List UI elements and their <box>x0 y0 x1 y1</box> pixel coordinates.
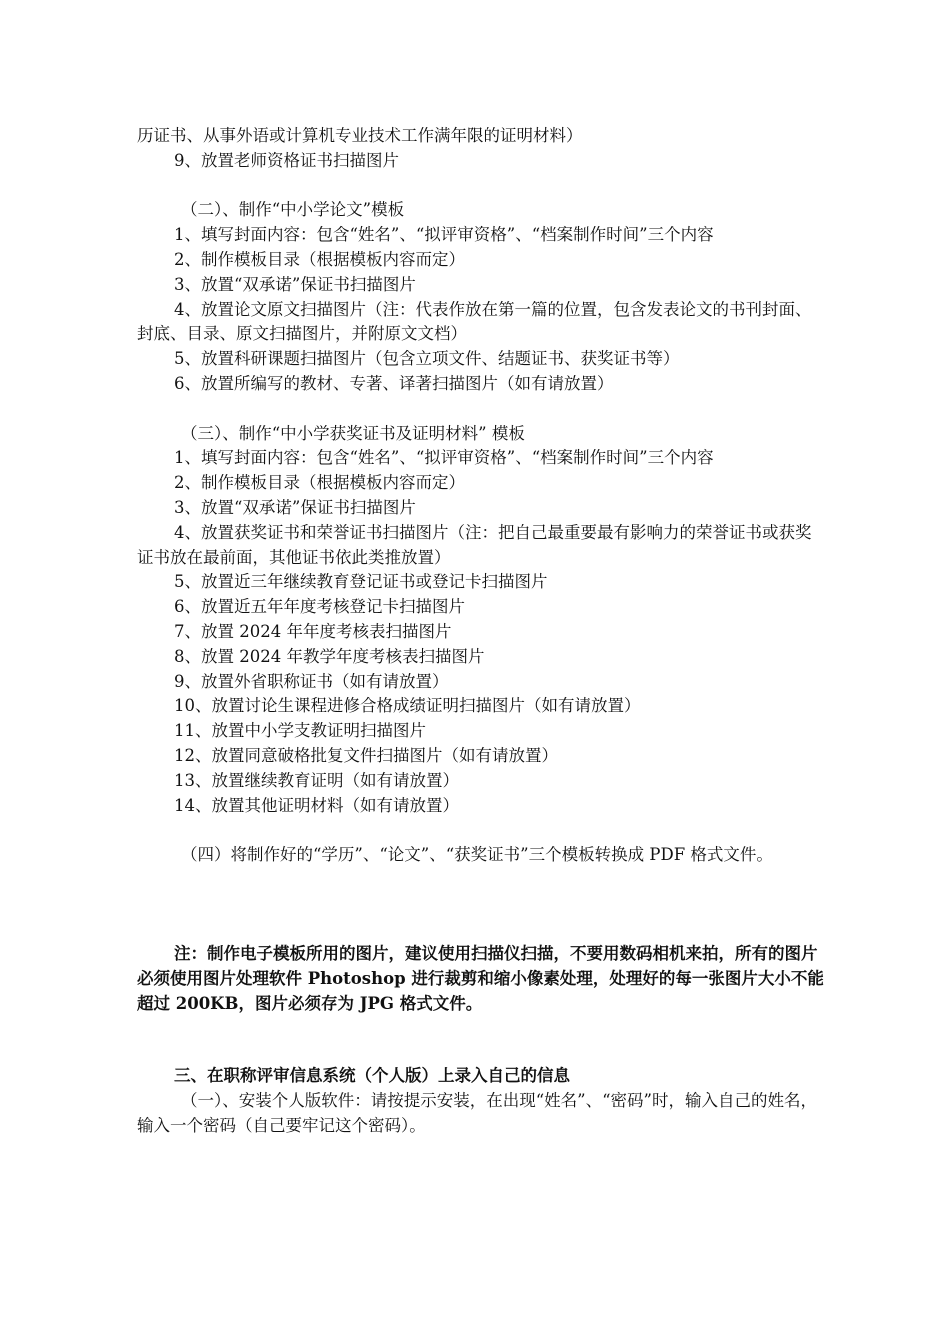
section-heading-2: （二）、制作“中小学论文”模板 <box>181 200 405 220</box>
list-item: 10、放置讨论生课程进修合格成绩证明扫描图片（如有请放置） <box>174 696 641 716</box>
list-item: 2、制作模板目录（根据模板内容而定） <box>174 249 465 269</box>
list-item: 11、放置中小学支教证明扫描图片 <box>174 721 426 741</box>
list-item: 4、放置论文原文扫描图片（注：代表作放在第一篇的位置，包含发表论文的书刊封面、封底、目录、原文扫描图片，并附原文文档） <box>137 299 812 344</box>
list-item: 6、放置所编写的教材、专著、译著扫描图片（如有请放置） <box>174 373 614 393</box>
list-item: 4、放置获奖证书和荣誉证书扫描图片（注：把自己最重要最有影响力的荣誉证书或获奖证书放在最前面，其他证书依此类推放置） <box>137 522 812 567</box>
list-item: 1、填写封面内容：包含“姓名”、“拟评审资格”、“档案制作时间”三个内容 <box>174 225 714 245</box>
section-4-paragraph: （四）将制作好的“学历”、“论文”、“获奖证书”三个模板转换成 PDF 格式文件。 <box>181 845 773 865</box>
list-item: 13、放置继续教育证明（如有请放置） <box>174 770 459 790</box>
part-three-item-1: （一）、安装个人版软件：请按提示安装，在出现“姓名”、“密码”时，输入自己的姓名，输入一个密码（自己要牢记这个密码）。 <box>137 1091 817 1135</box>
list-item: 3、放置“双承诺”保证书扫描图片 <box>174 497 416 517</box>
continued-line: 历证书、从事外语或计算机专业技术工作满年限的证明材料） <box>137 126 583 145</box>
list-item: 5、放置近三年继续教育登记证书或登记卡扫描图片 <box>174 572 548 592</box>
list-item: 8、放置 2024 年教学年度考核表扫描图片 <box>174 646 485 666</box>
list-item: 14、放置其他证明材料（如有请放置） <box>174 795 459 815</box>
list-item: 2、制作模板目录（根据模板内容而定） <box>174 473 465 493</box>
list-item: 9、放置外省职称证书（如有请放置） <box>174 671 449 691</box>
bold-note-paragraph: 注：制作电子模板所用的图片，建议使用扫描仪扫描，不要用数码相机来拍，所有的图片必须使用图片处理软件 Photoshop 进行裁剪和缩小像素处理，处理好的每一张图片大小不能超过 200KB，图片必须存为 JPG 格式文件。 <box>137 943 824 1013</box>
document-body <box>137 124 827 1139</box>
list-item: 3、放置“双承诺”保证书扫描图片 <box>174 274 416 294</box>
list-item: 9、放置老师资格证书扫描图片 <box>174 150 399 170</box>
list-item: 5、放置科研课题扫描图片（包含立项文件、结题证书、获奖证书等） <box>174 349 680 369</box>
list-item: 6、放置近五年年度考核登记卡扫描图片 <box>174 597 465 617</box>
list-item: 7、放置 2024 年年度考核表扫描图片 <box>174 621 452 641</box>
section-heading-3: （三）、制作“中小学获奖证书及证明材料” 模板 <box>181 423 525 443</box>
part-three-heading: 三、在职称评审信息系统（个人版）上录入自己的信息 <box>174 1066 570 1086</box>
list-item: 1、填写封面内容：包含“姓名”、“拟评审资格”、“档案制作时间”三个内容 <box>174 448 714 468</box>
list-item: 12、放置同意破格批复文件扫描图片（如有请放置） <box>174 745 558 765</box>
